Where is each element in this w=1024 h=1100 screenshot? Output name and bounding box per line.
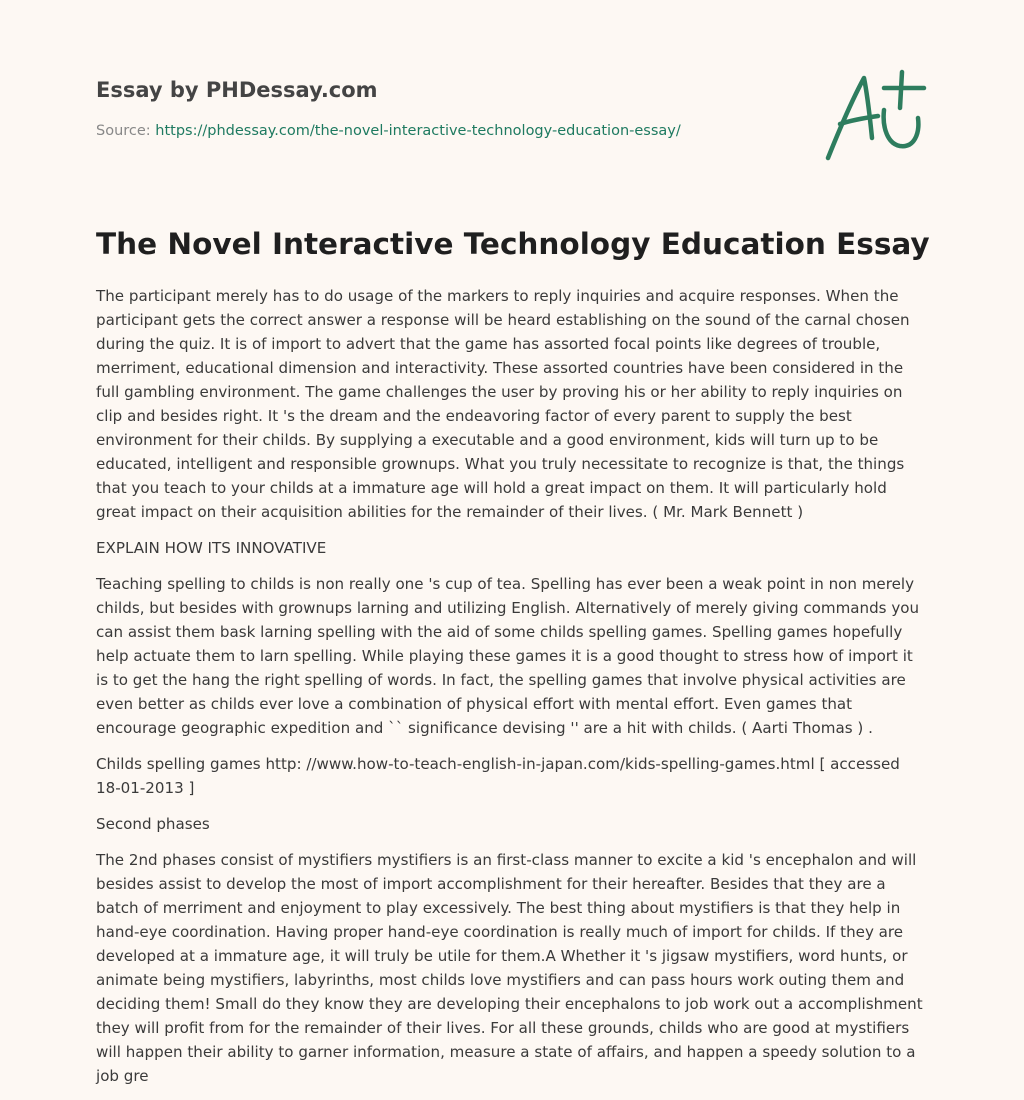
site-title: Essay by PHDessay.com: [96, 78, 378, 102]
source-line: [96, 123, 681, 139]
section-heading-second-phases: Second phases: [96, 815, 210, 833]
a-plus-grade-icon: [822, 68, 932, 166]
source-label: Source:: [96, 123, 156, 139]
page-header: [96, 76, 796, 139]
section-heading-innovative: EXPLAIN HOW ITS INNOVATIVE: [96, 539, 327, 557]
paragraph-puzzles: The 2nd phases consist of mystifiers mystifiers is an first-class manner to excite a kid 's encephalon and will besides assist to develop the most of import accomplishment for their hereafter. Besides that they are a batch of merriment and enjoyment to play excessively. The best thing about mystifiers is that they help in hand-eye coordination. Having proper hand-eye coordination is really much of import for childs. If they are developed at a immature age, it will truly be utile for them.A Whether it 's jigsaw mystifiers, word hunts, or animate being mystifiers, labyrinths, most childs love mystifiers and can pass hours work outing them and deciding them! Small do they know they are developing their encephalons to job work out a accomplishment they will profit from for the remainder of their lives. For all these grounds, childs who are good at mystifiers will happen their ability to garner information, measure a state of affairs, and happen a speedy solution to a job gre: [96, 851, 923, 1085]
source-link[interactable]: https://phdessay.com/the-novel-interactive-technology-education-essay/: [155, 123, 681, 139]
essay-body: [96, 284, 928, 1100]
paragraph-spelling: Teaching spelling to childs is non really one 's cup of tea. Spelling has ever been a weak point in non merely childs, but besides with grownups larning and utilizing English. Alternatively of merely giving commands you can assist them bask larning spelling with the aid of some childs spelling games. Spelling games hopefully help actuate them to larn spelling. While playing these games it is a good thought to stress how of import it is to get the hang the right spelling of words. In fact, the spelling games that involve physical activities are even better as childs ever love a combination of physical effort with mental effort. Even games that encourage geographic expedition and `` significance devising '' are a hit with childs. ( Aarti Thomas ) .: [96, 575, 920, 737]
essay-title: The Novel Interactive Technology Education Essay: [96, 227, 930, 261]
paragraph-intro: The participant merely has to do usage of the markers to reply inquiries and acquire responses. When the participant gets the correct answer a response will be heard establishing on the sound of the carnal chosen during the quiz. It is of import to advert that the game has assorted focal points like degrees of trouble, merriment, educational dimension and interactivity. These assorted countries have been considered in the full gambling environment. The game challenges the user by proving his or her ability to reply inquiries on clip and besides right. It 's the dream and the endeavoring factor of every parent to supply the best environment for their childs. By supplying a executable and a good environment, kids will turn up to be educated, intelligent and responsible grownups. What you truly necessitate to recognize is that, the things that you teach to your childs at a immature age will hold a great impact on them. It will particularly hold great impact on their acquisition abilities for the remainder of their lives. ( Mr. Mark Bennett ): [96, 287, 910, 521]
paragraph-reference: Childs spelling games http: //www.how-to-teach-english-in-japan.com/kids-spelling-games.html [ accessed 18-01-2013 ]: [96, 755, 900, 797]
